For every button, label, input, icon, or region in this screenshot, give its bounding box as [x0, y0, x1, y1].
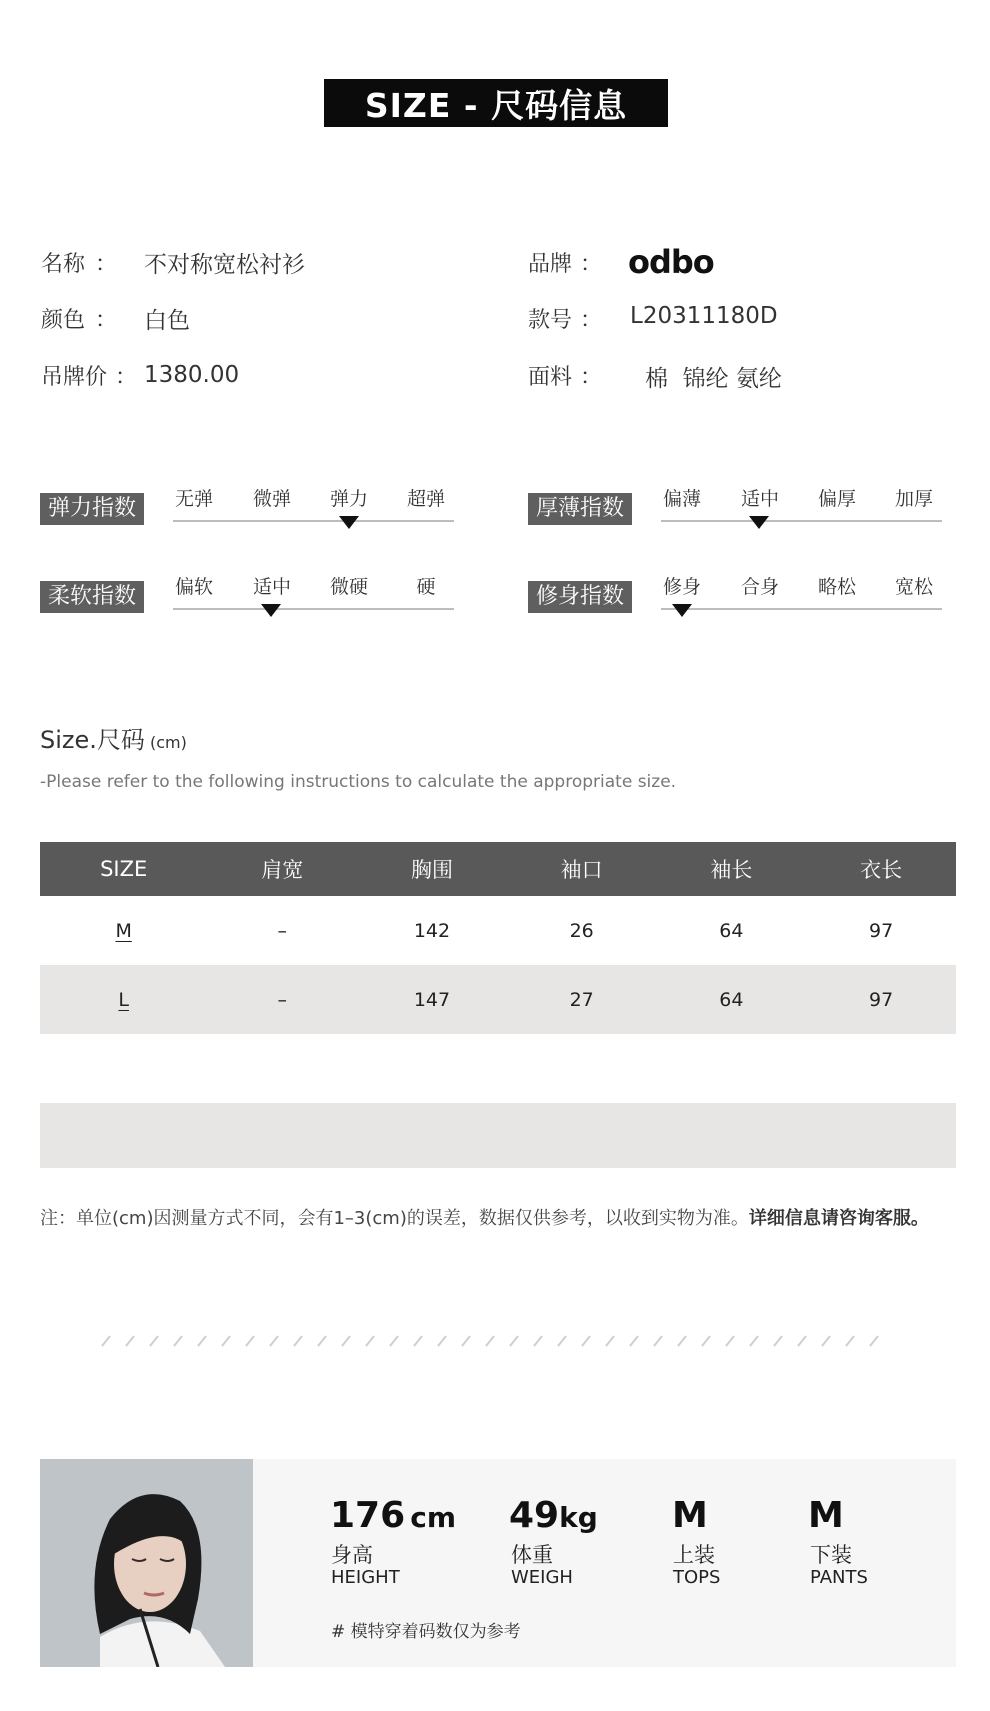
table-row [40, 965, 956, 1034]
size-title: Size.尺码 [40, 726, 145, 754]
index-option: 硬 [416, 576, 436, 598]
index-marker [261, 604, 281, 617]
index-option: 偏薄 [662, 488, 701, 510]
fabric-value: 棉 锦纶 氨纶 [645, 366, 782, 392]
slash-mark [582, 1336, 590, 1346]
height-value: 176 [330, 1495, 406, 1536]
name-value: 不对称宽松衬衫 [144, 252, 305, 278]
pants-size-value: M [808, 1495, 844, 1536]
brand-colon: ： [580, 252, 603, 277]
index-option: 宽松 [894, 576, 933, 598]
model-photo [40, 1459, 253, 1667]
weight-unit: kg [559, 1501, 598, 1534]
index-option: 偏厚 [817, 488, 856, 510]
price-value: 1380.00 [144, 362, 240, 388]
price-colon: ： [115, 365, 138, 390]
size-heading [40, 720, 187, 755]
index-scale-line [173, 520, 454, 522]
model-reference-note: # 模特穿着码数仅为参考 [331, 1622, 521, 1642]
table-cell: 64 [657, 965, 807, 1034]
color-colon: ： [95, 308, 118, 333]
height-en-label: HEIGHT [331, 1567, 400, 1588]
table-cell: 147 [357, 965, 507, 1034]
slash-mark [822, 1336, 830, 1346]
slash-mark [390, 1336, 398, 1346]
index-option: 无弹 [174, 488, 213, 510]
index-option: 弹力 [329, 488, 368, 510]
table-cell: 142 [413, 919, 451, 942]
table-cell: 97 [869, 919, 894, 942]
fabric-colon: ： [580, 365, 603, 390]
index-marker [749, 516, 769, 529]
footnote-bold: 详细信息请咨询客服。 [748, 1208, 929, 1229]
table-row [40, 896, 956, 965]
slash-mark [174, 1336, 182, 1346]
slash-mark [750, 1336, 758, 1346]
index-option: 略松 [817, 576, 856, 598]
index-marker [672, 604, 692, 617]
page-title: SIZE - 尺码信息 [324, 79, 668, 127]
column-header: SIZE [40, 842, 207, 896]
brand-label: 品牌 [528, 252, 573, 277]
index-option: 修身 [662, 576, 701, 598]
measurement-footnote [40, 1204, 929, 1230]
tops-en-label: TOPS [673, 1567, 721, 1588]
index-option: 加厚 [894, 488, 933, 510]
size-table [40, 842, 956, 1034]
slash-mark [870, 1336, 878, 1346]
index-scale-line [173, 608, 454, 610]
slash-mark [726, 1336, 734, 1346]
index-scale-line [661, 520, 942, 522]
size-cell: M [115, 919, 132, 942]
table-cell: 26 [569, 919, 594, 942]
slash-mark [150, 1336, 158, 1346]
column-header: 衣长 [806, 842, 956, 896]
style-colon: ： [580, 308, 603, 333]
table-cell: 97 [806, 965, 956, 1034]
slash-mark [630, 1336, 638, 1346]
slash-mark [318, 1336, 326, 1346]
fabric-label: 面料 [528, 365, 573, 390]
style-label: 款号 [528, 308, 573, 333]
table-cell: – [207, 965, 357, 1034]
column-header: 胸围 [357, 842, 507, 896]
size-instructions: -Please refer to the following instructions to calculate the appropriate size. [40, 772, 677, 792]
column-header: 袖长 [657, 842, 807, 896]
index-option: 适中 [252, 576, 291, 598]
size-cell: L [118, 988, 129, 1011]
footnote-text: 注：单位(cm)因测量方式不同，会有1–3(cm)的误差，数据仅供参考，以收到实物为准。 [40, 1208, 749, 1229]
slash-mark [366, 1336, 374, 1346]
slash-mark [510, 1336, 518, 1346]
slash-mark [222, 1336, 230, 1346]
index-option: 超弹 [406, 488, 445, 510]
table-header-row [40, 842, 956, 896]
slash-mark [534, 1336, 542, 1346]
height-cn-label: 身高 [331, 1543, 373, 1567]
weight-en-label: WEIGH [511, 1567, 573, 1588]
height-stat [330, 1495, 456, 1536]
name-label: 名称 [41, 252, 86, 277]
pants-en-label: PANTS [810, 1567, 868, 1588]
index-label: 柔软指数 [40, 581, 144, 613]
slash-mark [342, 1336, 350, 1346]
pants-cn-label: 下装 [810, 1543, 852, 1567]
slash-mark [774, 1336, 782, 1346]
price-label: 吊牌价 [41, 365, 108, 390]
slash-mark [702, 1336, 710, 1346]
tops-cn-label: 上装 [673, 1543, 715, 1567]
index-option: 合身 [740, 576, 779, 598]
slash-mark [678, 1336, 686, 1346]
size-unit: (cm) [150, 733, 187, 752]
slash-mark [102, 1336, 110, 1346]
slash-mark [438, 1336, 446, 1346]
slash-mark [846, 1336, 854, 1346]
slash-mark [606, 1336, 614, 1346]
tops-size-value: M [672, 1495, 708, 1536]
slash-mark [558, 1336, 566, 1346]
table-cell: – [277, 919, 287, 942]
weight-cn-label: 体重 [511, 1543, 553, 1567]
color-value: 白色 [144, 308, 190, 334]
empty-grey-band [40, 1103, 956, 1168]
index-label: 厚薄指数 [528, 493, 632, 525]
column-header: 袖口 [507, 842, 657, 896]
slash-mark [294, 1336, 302, 1346]
style-value: L20311180D [630, 303, 778, 329]
index-label: 修身指数 [528, 581, 632, 613]
slash-mark [270, 1336, 278, 1346]
slash-mark [462, 1336, 470, 1346]
slash-mark [798, 1336, 806, 1346]
slash-divider [98, 1334, 888, 1348]
name-colon: ： [95, 252, 118, 277]
slash-mark [414, 1336, 422, 1346]
brand-logo: odbo [628, 243, 714, 281]
index-option: 适中 [740, 488, 779, 510]
weight-stat [509, 1495, 598, 1536]
index-marker [339, 516, 359, 529]
color-label: 颜色 [41, 308, 86, 333]
index-option: 偏软 [174, 576, 213, 598]
weight-value: 49 [509, 1495, 560, 1536]
slash-mark [198, 1336, 206, 1346]
index-option: 微硬 [329, 576, 368, 598]
slash-mark [654, 1336, 662, 1346]
index-scale-line [661, 608, 942, 610]
table-cell: 64 [719, 919, 744, 942]
slash-mark [486, 1336, 494, 1346]
column-header: 肩宽 [207, 842, 357, 896]
slash-mark [246, 1336, 254, 1346]
height-unit: cm [410, 1501, 457, 1534]
slash-mark [126, 1336, 134, 1346]
index-option: 微弹 [252, 488, 291, 510]
table-cell: 27 [507, 965, 657, 1034]
index-label: 弹力指数 [40, 493, 144, 525]
